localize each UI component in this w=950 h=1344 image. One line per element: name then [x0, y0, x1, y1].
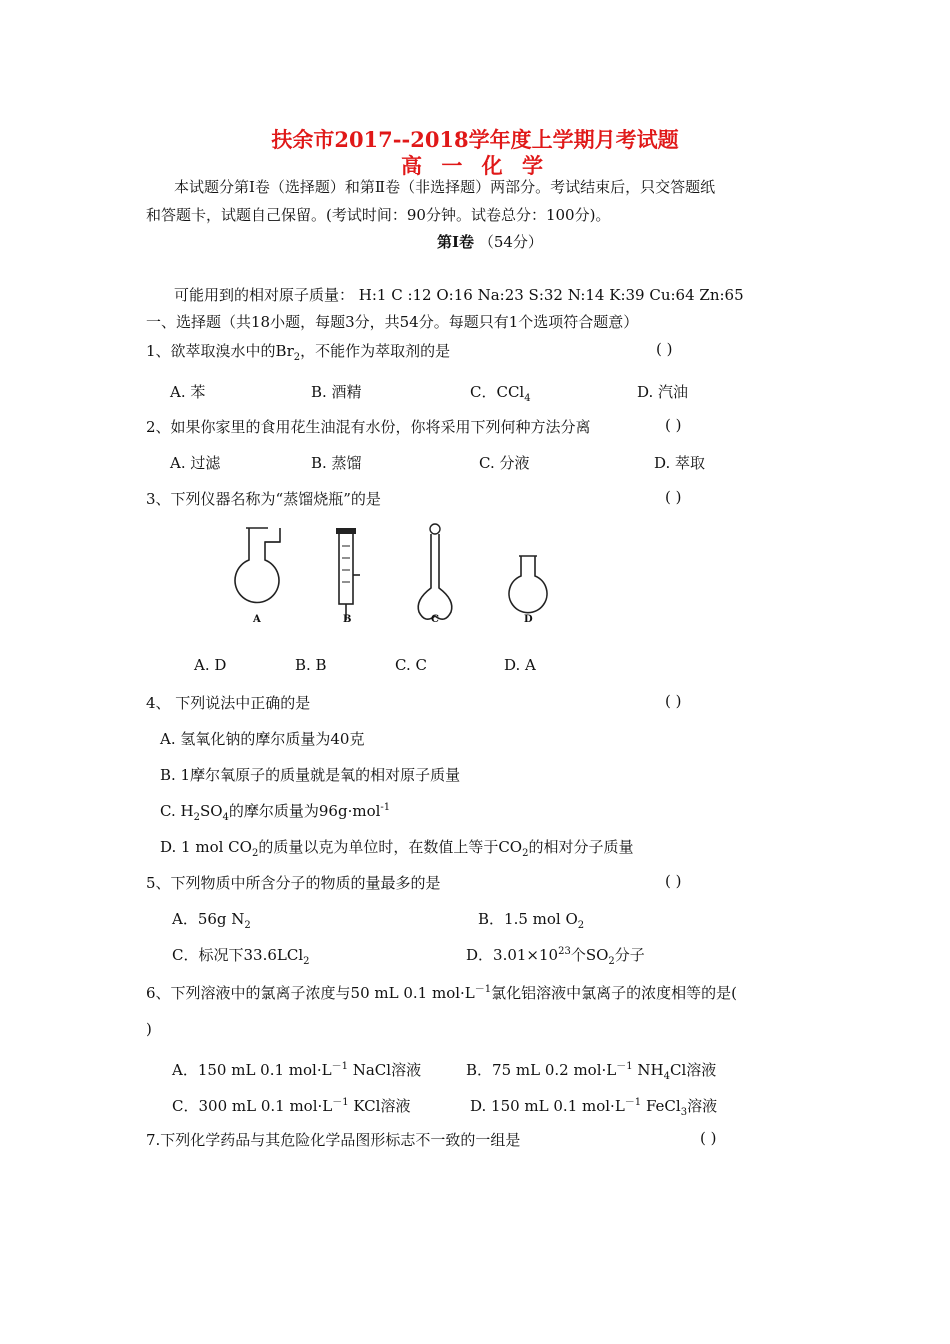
q5-d-mid: 个SO	[570, 946, 609, 964]
q4-d-tail: 的相对分子质量	[528, 838, 634, 856]
q6-stem-sup: －1	[474, 984, 492, 995]
q1-stem-sub: 2	[293, 352, 301, 363]
q6-b-pre: B．75 mL 0.2 mol·L	[466, 1061, 617, 1079]
q6-stem-text: 6、下列溶液中的氯离子浓度与50 mL 0.1 mol·L	[146, 984, 475, 1002]
atomic-masses: 可能用到的相对原子质量： H:1 C :12 O:16 Na:23 S:32 N:14 K:39 Cu:64 Zn:65	[174, 286, 744, 304]
apparatus-label-d: D	[524, 614, 533, 625]
q6-d-tail: FeCl	[641, 1097, 681, 1115]
q2-bracket: ( )	[665, 416, 682, 434]
exam-subject: 高 一 化 学	[401, 153, 549, 178]
q7-bracket: ( )	[700, 1129, 717, 1147]
intro-line-2: 和答题卡，试题自己保留。(考试时间：90分钟。试卷总分：100分)。	[146, 206, 611, 224]
q1-option-c	[470, 381, 531, 404]
q6-c-tail: KCl溶液	[348, 1097, 411, 1115]
q5-d-sub: 2	[608, 956, 615, 967]
q5-bracket: ( )	[665, 872, 682, 890]
part-heading-score: （54分）	[478, 233, 543, 251]
q4-option-c	[160, 800, 390, 823]
q6-a-tail: NaCl溶液	[347, 1061, 422, 1079]
q1-option-a: A. 苯	[170, 383, 206, 401]
q6-d-sub: 3	[680, 1107, 688, 1118]
q6-option-b	[466, 1057, 716, 1082]
q6-d-pre: D. 150 mL 0.1 mol·L	[470, 1097, 625, 1115]
q6-a-sup: －1	[331, 1061, 348, 1072]
q6-option-c	[172, 1093, 410, 1116]
q3-bracket: ( )	[665, 488, 682, 506]
q5-d-pre: D．3.01×10	[466, 946, 559, 964]
q5-stem: 5、下列物质中所含分子的物质的量最多的是	[146, 874, 441, 892]
q1-option-b: B. 酒精	[311, 383, 362, 401]
q2-stem: 2、如果你家里的食用花生油混有水份，你将采用下列何种方法分离	[146, 418, 591, 436]
apparatus-label-a: A	[253, 614, 261, 625]
q5-option-c	[172, 944, 310, 967]
q5-option-a	[172, 908, 251, 931]
q6-stem-tail: 氯化铝溶液中氯离子的浓度相等的是(	[491, 984, 737, 1002]
q6-d-sup: －1	[624, 1097, 642, 1108]
q4-option-b: B. 1摩尔氧原子的质量就是氧的相对原子质量	[160, 766, 461, 784]
q6-a-pre: A．150 mL 0.1 mol·L	[172, 1061, 332, 1079]
q1-stem	[146, 340, 450, 363]
q6-d-end: 溶液	[687, 1097, 718, 1115]
exam-title: 扶余市2017--2018学年度上学期月考试题	[271, 127, 679, 152]
q6-b-sub: 4	[663, 1071, 670, 1082]
q6-stem	[146, 980, 737, 1003]
q5-b-pre: B．1.5 mol O	[478, 910, 578, 928]
q5-d-tail: 分子	[614, 946, 645, 964]
q4-d-mid: 的质量以克为单位时，在数值上等于CO	[258, 838, 523, 856]
q4-stem: 4、 下列说法中正确的是	[146, 694, 311, 712]
q6-b-tail: NH	[632, 1061, 664, 1079]
q2-option-c: C. 分液	[479, 454, 530, 472]
q5-b-sub: 2	[577, 920, 585, 931]
q4-c-tail: 的摩尔质量为96g·mol	[228, 802, 381, 820]
q4-d-sub1: 2	[251, 848, 259, 859]
q1-option-c-text: C．CCl	[470, 383, 525, 401]
section-heading: 一、选择题（共18小题，每题3分，共54分。每题只有1个选项符合题意）	[146, 313, 639, 331]
q6-stem-close: )	[146, 1020, 152, 1038]
q1-bracket: ( )	[656, 340, 673, 358]
q3-option-c: C. C	[395, 656, 427, 674]
q4-c-sub1: 2	[193, 812, 200, 823]
q5-d-sup: 23	[558, 946, 571, 957]
q4-option-a: A. 氢氧化钠的摩尔质量为40克	[160, 730, 365, 748]
q5-option-b	[478, 908, 584, 931]
part-heading	[437, 231, 543, 252]
q6-b-sup: －1	[616, 1061, 633, 1072]
q4-d-pre: D. 1 mol CO	[160, 838, 252, 856]
q2-option-a: A. 过滤	[170, 454, 221, 472]
q2-option-d: D. 萃取	[654, 454, 706, 472]
intro-line-1: 本试题分第Ⅰ卷（选择题）和第Ⅱ卷（非选择题）两部分。考试结束后，只交答题纸	[174, 178, 716, 196]
q6-option-d	[470, 1093, 717, 1118]
apparatus-label-c: C	[431, 614, 439, 625]
part-heading-label: 第Ⅰ卷	[437, 233, 475, 251]
q2-option-b: B. 蒸馏	[311, 454, 362, 472]
q6-option-a	[172, 1057, 421, 1080]
q5-a-sub: 2	[244, 920, 251, 931]
q4-bracket: ( )	[665, 692, 682, 710]
q4-c-mid: SO	[199, 802, 223, 820]
q4-c-sub2: 4	[222, 812, 229, 823]
q5-a-pre: A．56g N	[172, 910, 245, 928]
q3-option-a: A. D	[194, 656, 227, 674]
q1-stem-tail: ，不能作为萃取剂的是	[300, 342, 451, 360]
q6-c-pre: C．300 mL 0.1 mol·L	[172, 1097, 333, 1115]
q1-option-d: D. 汽油	[637, 383, 689, 401]
q4-d-sub2: 2	[522, 848, 529, 859]
q5-c-sub: 2	[303, 956, 310, 967]
apparatus-label-b: B	[343, 614, 352, 625]
q3-option-b: B. B	[295, 656, 327, 674]
q6-b-end: Cl溶液	[669, 1061, 717, 1079]
q3-option-d: D. A	[504, 656, 536, 674]
q7-stem: 7.下列化学药品与其危险化学品图形标志不一致的一组是	[146, 1131, 521, 1149]
q6-c-sup: －1	[332, 1097, 349, 1108]
q5-option-d	[466, 944, 645, 967]
q1-option-c-sub: 4	[524, 393, 531, 404]
q4-option-d	[160, 836, 633, 859]
q3-stem: 3、下列仪器名称为“蒸馏烧瓶”的是	[146, 490, 381, 508]
q1-stem-text: 1、欲萃取溴水中的Br	[146, 342, 294, 360]
q4-c-pre: C. H	[160, 802, 194, 820]
q5-c-pre: C．标况下33.6LCl	[172, 946, 304, 964]
q4-c-sup: -1	[380, 802, 391, 813]
